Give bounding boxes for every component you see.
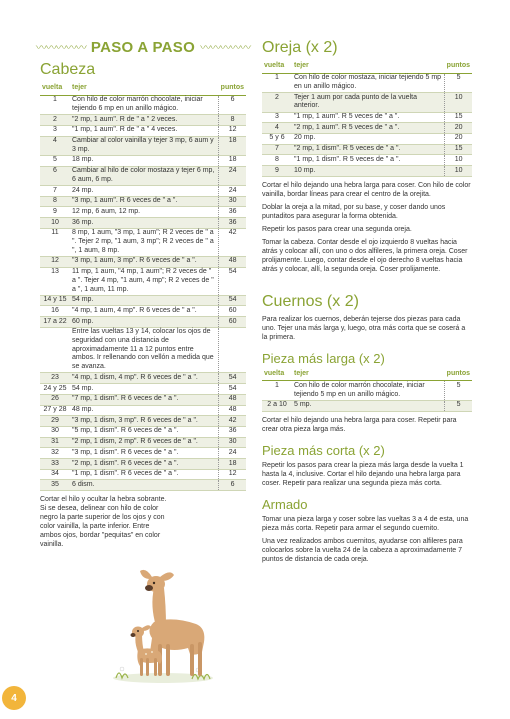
cell-tejer: "4 mp, 1 aum, 4 mp". R 6 veces de " a ". (70, 306, 219, 317)
table-row (40, 317, 246, 328)
col-vuelta: vuelta (262, 369, 292, 381)
cell-vuelta: 29 (40, 416, 70, 427)
cell-vuelta: 5 (40, 155, 70, 166)
cell-vuelta: 4 (262, 123, 292, 134)
cell-puntos: 54 (219, 295, 246, 306)
right-column (262, 38, 472, 564)
pieza-larga-table (262, 369, 472, 412)
table-row (262, 93, 472, 112)
cell-vuelta: 5 y 6 (262, 133, 292, 144)
cell-puntos: 5 (445, 73, 472, 92)
table-row (262, 73, 472, 92)
cell-vuelta: 33 (40, 459, 70, 470)
cell-tejer: "1 mp, 1 dism". R 5 veces de " a ". (292, 155, 445, 166)
cell-tejer: "2 mp, 1 dism, 2 mp". R 6 veces de " a ". (70, 437, 219, 448)
table-row (262, 123, 472, 134)
table-row (40, 394, 246, 405)
cuernos-title: Cuernos (x 2) (262, 292, 359, 310)
cabeza-after-text: Cortar el hilo y ocultar la hebra sobrante. Si se desea, delinear con hilo de color negro la parte superior de los ojos y con color vainilla, la parte inferior. Entre ambos ojos, bordar "pequitas" en color vainilla. (40, 496, 167, 549)
cell-puntos: 30 (219, 437, 246, 448)
cell-tejer: "2 mp, 1 aum". R 5 veces de " a ". (292, 123, 445, 134)
table-row (40, 218, 246, 229)
cell-puntos: 12 (219, 125, 246, 136)
cell-vuelta: 1 (262, 73, 292, 92)
oreja-paragraph: Doblar la oreja a la mitad, por su base, y coser dando unos puntaditos para asegurar la forma obtenida. (262, 203, 446, 220)
cell-vuelta (40, 327, 70, 373)
cell-vuelta: 16 (40, 306, 70, 317)
cell-vuelta: 2 a 10 (262, 400, 292, 411)
cell-tejer: "3 mp, 1 dism, 3 mp". R 6 veces de " a ". (70, 416, 219, 427)
cell-tejer: Con hilo de color marrón chocolate, iniciar tejiendo 6 mp en un anillo mágico. (70, 95, 219, 114)
table-row (40, 256, 246, 267)
cell-tejer: 10 mp. (292, 166, 445, 177)
cell-puntos: 15 (445, 144, 472, 155)
cell-puntos: 48 (219, 256, 246, 267)
cell-tejer: 20 mp. (292, 133, 445, 144)
cell-vuelta: 7 (262, 144, 292, 155)
cell-tejer: Con hilo de color marrón chocolate, iniciar tejiendo 5 mp en un anillo mágico. (292, 381, 445, 400)
section-header (35, 38, 251, 56)
cell-vuelta: 26 (40, 394, 70, 405)
cell-vuelta: 6 (40, 166, 70, 185)
table-row (262, 133, 472, 144)
cell-puntos: 15 (445, 112, 472, 123)
cell-vuelta: 13 (40, 267, 70, 295)
table-row (40, 125, 246, 136)
cell-vuelta: 9 (262, 166, 292, 177)
table-row (40, 437, 246, 448)
cell-tejer: 60 mp. (70, 317, 219, 328)
table-row (262, 112, 472, 123)
cell-puntos: 36 (219, 426, 246, 437)
cell-puntos: 42 (219, 228, 246, 256)
armado-paragraph: Una vez realizados ambos cuernitos, ayudarse con alfileres para colocarlos sobre la vuelta 24 de la cabeza a aproximadamente 7 puntos de distancia de cada oreja. (262, 537, 463, 563)
wave-decoration-left: 〰〰〰〰〰 (35, 42, 86, 54)
cell-puntos: 60 (219, 317, 246, 328)
cell-vuelta: 23 (40, 373, 70, 384)
col-tejer: tejer (292, 369, 445, 381)
cell-vuelta: 17 a 22 (40, 317, 70, 328)
cell-vuelta: 30 (40, 426, 70, 437)
table-row (40, 196, 246, 207)
cell-tejer: Cambiar al color vainilla y tejer 3 mp, 6 aum y 3 mp. (70, 136, 219, 155)
table-row (40, 136, 246, 155)
col-tejer: tejer (292, 61, 445, 73)
cell-vuelta: 2 (40, 115, 70, 126)
cell-vuelta: 2 (262, 93, 292, 112)
table-row (40, 405, 246, 416)
cell-puntos: 24 (219, 186, 246, 197)
oreja-table (262, 61, 472, 177)
table-row (40, 327, 246, 373)
cell-tejer: "3 mp, 1 aum, 3 mp". R 6 veces de " a ". (70, 256, 219, 267)
cell-puntos: 6 (219, 95, 246, 114)
table-row (40, 115, 246, 126)
cell-vuelta: 8 (40, 196, 70, 207)
table-row (40, 384, 246, 395)
table-row (262, 144, 472, 155)
cell-vuelta: 8 (262, 155, 292, 166)
cell-tejer: "1 mp, 1 aum". R de " a " 4 veces. (70, 125, 219, 136)
cell-puntos: 5 (445, 381, 472, 400)
table-row (40, 267, 246, 295)
cell-puntos: 20 (445, 123, 472, 134)
cell-vuelta: 32 (40, 448, 70, 459)
col-puntos: puntos (445, 61, 472, 73)
cell-puntos: 24 (219, 448, 246, 459)
cell-puntos: 36 (219, 207, 246, 218)
cabeza-table (40, 83, 246, 491)
pieza-larga-title: Pieza más larga (x 2) (262, 350, 385, 366)
oreja-paragraph: Cortar el hilo dejando una hebra larga para coser. Con hilo de color vainilla, bordar líneas para crear el centro de la orejita. (262, 181, 471, 198)
table-row (40, 469, 246, 480)
table-row (262, 166, 472, 177)
armado-paragraph: Tomar una pieza larga y coser sobre las vueltas 3 a 4 de esta, una pieza más corta. Repetir para armar el segundo cuernito. (262, 515, 469, 532)
cell-tejer: 48 mp. (70, 405, 219, 416)
pieza-larga-after: Cortar el hilo dejando una hebra larga para coser. Repetir para crear otra pieza larga más. (262, 416, 457, 433)
cell-tejer: 24 mp. (70, 186, 219, 197)
cell-puntos: 48 (219, 405, 246, 416)
page-number: 4 (2, 686, 26, 710)
table-row (262, 155, 472, 166)
cell-vuelta: 35 (40, 480, 70, 491)
cell-tejer: "1 mp, 1 aum". R 5 veces de " a ". (292, 112, 445, 123)
oreja-title: Oreja (x 2) (262, 39, 338, 56)
cell-tejer: Cambiar al hilo de color mostaza y tejer 6 mp, 6 aum, 6 mp. (70, 166, 219, 185)
table-row (40, 426, 246, 437)
table-row (40, 186, 246, 197)
cell-puntos: 10 (445, 93, 472, 112)
cell-puntos: 30 (219, 196, 246, 207)
table-row (40, 155, 246, 166)
cell-tejer: Tejer 1 aum por cada punto de la vuelta anterior. (292, 93, 445, 112)
cell-puntos: 42 (219, 416, 246, 427)
cell-puntos: 54 (219, 373, 246, 384)
cuernos-intro: Para realizar los cuernos, deberán tejerse dos piezas para cada uno. Tejer una más larga y, luego, otra más corta que se coserá a la primera. (262, 315, 466, 341)
cell-puntos: 12 (219, 469, 246, 480)
col-puntos: puntos (445, 369, 472, 381)
cell-tejer: "2 mp, 1 dism". R 6 veces de " a ". (70, 459, 219, 470)
cell-tejer: 5 mp. (292, 400, 445, 411)
cell-puntos: 6 (219, 480, 246, 491)
cell-vuelta: 12 (40, 256, 70, 267)
table-row (40, 448, 246, 459)
col-puntos: puntos (219, 83, 246, 95)
col-vuelta: vuelta (40, 83, 70, 95)
cell-vuelta: 1 (40, 95, 70, 114)
cell-puntos (219, 327, 246, 373)
cell-puntos: 5 (445, 400, 472, 411)
table-row (40, 459, 246, 470)
pieza-corta-title: Pieza más corta (x 2) (262, 442, 385, 458)
cell-tejer: 12 mp, 6 aum, 12 mp. (70, 207, 219, 218)
cell-tejer: 18 mp. (70, 155, 219, 166)
cell-tejer: "3 mp, 1 dism". R 6 veces de " a ". (70, 448, 219, 459)
cell-tejer: "1 mp, 1 dism". R 6 veces de " a ". (70, 469, 219, 480)
table-row (40, 207, 246, 218)
cell-tejer: Entre las vueltas 13 y 14, colocar los ojos de seguridad con una distancia de aproximadamente 11 a 12 puntos entre ambos. Ir rellenando con vellón a medida que se avanza. (70, 327, 219, 373)
cell-tejer: 54 mp. (70, 295, 219, 306)
table-row (40, 228, 246, 256)
cell-tejer: "2 mp, 1 aum". R de " a " 2 veces. (70, 115, 219, 126)
cell-vuelta: 7 (40, 186, 70, 197)
cell-tejer: 8 mp, 1 aum, "3 mp, 1 aum"; R 2 veces de " a ". Tejer 2 mp, "1 aum, 3 mp"; R 2 veces de " a ", 1 aum, 8 mp. (70, 228, 219, 256)
cell-tejer: "2 mp, 1 dism". R 5 veces de " a ". (292, 144, 445, 155)
section-title: PASO A PASO (90, 38, 196, 56)
oreja-paragraph: Repetir los pasos para crear una segunda oreja. (262, 225, 412, 233)
cell-puntos: 36 (219, 218, 246, 229)
cell-tejer: 54 mp. (70, 384, 219, 395)
table-row (40, 373, 246, 384)
table-row (40, 295, 246, 306)
cell-vuelta: 34 (40, 469, 70, 480)
table-row (40, 306, 246, 317)
cell-vuelta: 3 (40, 125, 70, 136)
cell-puntos: 60 (219, 306, 246, 317)
cell-tejer: "7 mp, 1 dism". R 6 veces de " a ". (70, 394, 219, 405)
cell-vuelta: 24 y 25 (40, 384, 70, 395)
cell-puntos: 18 (219, 459, 246, 470)
cell-tejer: Con hilo de color mostaza, iniciar tejiendo 5 mp en un anillo mágico. (292, 73, 445, 92)
cell-vuelta: 11 (40, 228, 70, 256)
cell-vuelta: 27 y 28 (40, 405, 70, 416)
cell-vuelta: 14 y 15 (40, 295, 70, 306)
oreja-paragraphs (262, 181, 472, 274)
table-row (40, 480, 246, 491)
deer-illustration (108, 562, 218, 687)
cell-puntos: 54 (219, 384, 246, 395)
table-row (40, 166, 246, 185)
wave-decoration-right: 〰〰〰〰〰 (200, 42, 251, 54)
cabeza-title: Cabeza (40, 61, 96, 78)
cell-puntos: 8 (219, 115, 246, 126)
col-vuelta: vuelta (262, 61, 292, 73)
cell-tejer: 36 mp. (70, 218, 219, 229)
table-row (40, 416, 246, 427)
pieza-corta-text: Repetir los pasos para crear la pieza más larga desde la vuelta 1 hasta la 4, inclusive. Cortar el hilo dejando una hebra larga para coser. Repetir para realizar una segunda pieza más corta. (262, 461, 464, 487)
table-row (40, 95, 246, 114)
cell-puntos: 18 (219, 136, 246, 155)
cell-vuelta: 31 (40, 437, 70, 448)
cell-puntos: 24 (219, 166, 246, 185)
cell-puntos: 54 (219, 267, 246, 295)
cell-puntos: 10 (445, 155, 472, 166)
deer-icon (108, 562, 218, 687)
cell-puntos: 48 (219, 394, 246, 405)
cell-vuelta: 10 (40, 218, 70, 229)
cell-vuelta: 9 (40, 207, 70, 218)
cell-tejer: 11 mp, 1 aum, "4 mp, 1 aum"; R 2 veces de " a ". Tejer 4 mp, "1 aum, 4 mp"; R 2 veces de " a ", 1 aum, 11 mp. (70, 267, 219, 295)
armado-title: Armado (262, 496, 308, 512)
cell-vuelta: 4 (40, 136, 70, 155)
cell-vuelta: 1 (262, 381, 292, 400)
cell-puntos: 18 (219, 155, 246, 166)
cell-puntos: 10 (445, 166, 472, 177)
cell-tejer: "4 mp, 1 dism, 4 mp". R 6 veces de " a ". (70, 373, 219, 384)
cell-tejer: 6 dism. (70, 480, 219, 491)
table-row (262, 381, 472, 400)
table-row (262, 400, 472, 411)
cell-tejer: "3 mp, 1 aum". R 6 veces de " a ". (70, 196, 219, 207)
cell-tejer: "5 mp, 1 dism". R 6 veces de " a ". (70, 426, 219, 437)
oreja-paragraph: Tomar la cabeza. Contar desde el ojo izquierdo 8 vueltas hacia atrás y colocar allí, con uno o dos alfileres, la primera oreja. Coser prolijamente. Luego, contar desde el ojo derecho 8 vueltas hacia atrás y colocar, allí, la segunda oreja. Coser prolijamente. (262, 238, 468, 273)
cell-vuelta: 3 (262, 112, 292, 123)
cell-puntos: 20 (445, 133, 472, 144)
col-tejer: tejer (70, 83, 219, 95)
left-column (35, 38, 251, 549)
